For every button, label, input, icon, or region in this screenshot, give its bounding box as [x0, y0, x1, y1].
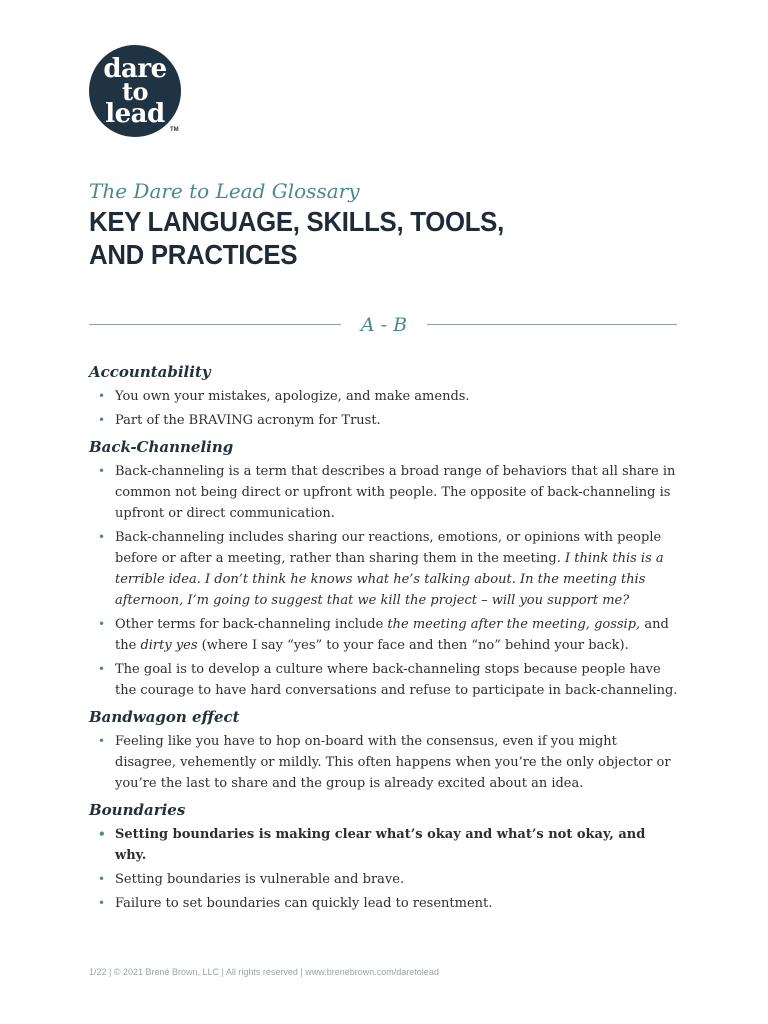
term-accountability: Accountability — [89, 363, 211, 381]
logo-line-lead: lead — [105, 99, 165, 129]
list-item: • Feeling like you have to hop on-board with the consensus, even if you might disagree, vehemently or mildly. This often happens when you’re the only objector or you’re the last to share and the group is already excited about an idea. — [89, 731, 679, 794]
list-item: • You own your mistakes, apologize, and make amends. — [89, 386, 679, 407]
list-item — [89, 527, 679, 611]
dare-to-lead-logo — [89, 45, 181, 137]
title-line-1: KEY LANGUAGE, SKILLS, TOOLS, — [89, 206, 504, 237]
list-item: • Setting boundaries is vulnerable and brave. — [89, 869, 679, 890]
glossary-subtitle: The Dare to Lead Glossary — [89, 179, 360, 203]
list-item: • Failure to set boundaries can quickly lead to resentment. — [89, 893, 679, 914]
title-line-2: AND PRACTICES — [89, 239, 298, 270]
page-footer: 1/22 | © 2021 Brené Brown, LLC | All rights reserved | www.brenebrown.com/daretolead — [89, 967, 439, 977]
item-text: (where I say “yes” to your face and then “no” behind your back). — [197, 638, 629, 653]
list-item — [89, 614, 679, 656]
back-channeling-list — [89, 461, 679, 701]
term-back-channeling: Back-Channeling — [89, 438, 234, 456]
term-boundaries: Boundaries — [89, 801, 186, 819]
item-example-quote: I think this is a terrible idea. I don’t think he knows what he’s talking about. In the meeting this afternoon, I’m going to suggest that we kill the project – will you support me? — [115, 551, 664, 608]
bandwagon-effect-list — [89, 731, 679, 794]
item-text: and the — [115, 617, 669, 653]
logo-line-to: to — [121, 77, 149, 106]
list-item: • Back-channeling is a term that describes a broad range of behaviors that all share in common not being direct or upfront with people. The opposite of back-channeling is upfront or direct communication. — [89, 461, 679, 524]
section-heading: A - B — [360, 314, 408, 336]
item-italic-dirty-yes: dirty yes — [140, 638, 198, 653]
glossary-content — [89, 362, 679, 920]
section-divider-right — [427, 324, 677, 325]
boundaries-list — [89, 824, 679, 914]
list-item: • Part of the BRAVING acronym for Trust. — [89, 410, 679, 431]
item-text: Other terms for back-channeling include — [115, 617, 388, 632]
item-text: Back-channeling includes sharing our reactions, emotions, or opinions with people before or after a meeting, rather than sharing them in the meeting. — [115, 530, 662, 566]
logo-line-dare: dare — [103, 54, 167, 84]
list-item: • Setting boundaries is making clear what’s okay and what’s not okay, and why. — [89, 824, 679, 866]
list-item: • The goal is to develop a culture where back-channeling stops because people have the courage to have hard conversations and refuse to participate in back-channeling. — [89, 659, 679, 701]
trademark-mark: TM — [170, 127, 179, 133]
item-italic-terms: the meeting after the meeting, gossip, — [387, 617, 641, 632]
section-divider-left — [89, 324, 341, 325]
term-bandwagon-effect: Bandwagon effect — [89, 708, 240, 726]
page-title — [89, 205, 567, 271]
accountability-list — [89, 386, 679, 431]
